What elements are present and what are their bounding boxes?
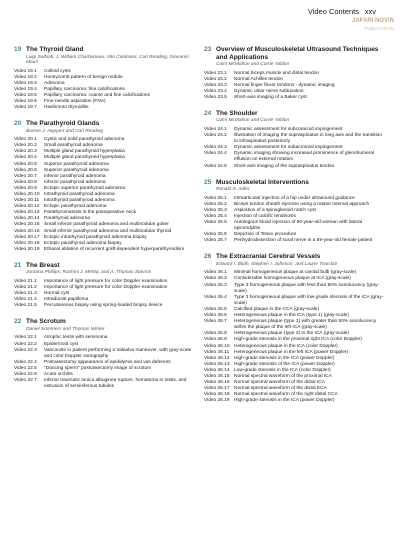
chapter-authors: Colm McMahon and Corrie Yablon xyxy=(216,118,290,124)
video-number: Video 20.7 xyxy=(14,173,37,179)
video-title: "Dancing sperm" postvasectomy image of scrotum xyxy=(44,365,152,371)
chapter-number: 22 xyxy=(14,318,22,326)
video-title: Type 3 homogeneous plaque with less than 50% sonolucency (gray-scale) xyxy=(234,282,380,294)
video-number: Video 26.11 xyxy=(204,349,230,355)
video-title: Intrathyroid parathyroid adenoma xyxy=(44,198,115,204)
right-column xyxy=(204,46,384,413)
video-title: Normal cyst xyxy=(44,291,70,297)
video-number: Video 25.1 xyxy=(204,195,227,201)
page-number: xxv xyxy=(364,7,376,16)
video-title: Multiple gland parathyroid hyperplasia xyxy=(44,155,125,161)
video-number: Video 26.6 xyxy=(204,313,227,319)
video-number: Video 20.5 xyxy=(14,161,37,167)
video-number: Video 19.5 xyxy=(14,92,37,98)
video-title: High-grade stenosis in the ICA (power Doppler) xyxy=(234,355,335,361)
video-title: Normal spectral waveform of the distal ECA xyxy=(234,386,327,392)
video-number: Video 22.7 xyxy=(14,378,37,384)
chapter-number: 23 xyxy=(204,46,212,53)
video-title: Heterogeneous plaque in the ICA (type 1) (gray-scale) xyxy=(234,313,349,319)
chapter-heading xyxy=(14,46,194,54)
video-number: Video 20.8 xyxy=(14,179,37,185)
video-title: Superior parathyroid adenoma xyxy=(44,167,109,173)
video-entry[interactable] xyxy=(204,133,384,145)
chapter-title: The Extracranial Cerebral Vessels xyxy=(216,253,321,261)
chapter-authors: Luigi Solbiati, J. William Charboneau, Vito Cantisani, Carl Reading, Giovanni Mauri xyxy=(26,54,189,65)
video-number: Video 24.3 xyxy=(204,145,227,151)
video-entry[interactable] xyxy=(204,95,384,101)
video-title: Cystic and solid parathyroid adenoma xyxy=(44,137,125,143)
chapter-number: 25 xyxy=(204,178,212,186)
video-title: Atrophic testis with seminoma xyxy=(44,335,108,341)
video-number: Video 23.5 xyxy=(204,94,227,100)
video-number: Video 24.2 xyxy=(204,133,227,139)
watermark-line-1: JAFARI NOVIN xyxy=(351,18,394,24)
video-number: Video 20.3 xyxy=(14,149,37,155)
chapter-title: Musculoskeletal Interventions xyxy=(216,178,309,186)
video-number: Video 20.2 xyxy=(14,143,37,149)
video-title: Ectopic superior parathyroid adenoma xyxy=(44,185,126,191)
video-title: Normal finger flexor tendons - dynamic imaging xyxy=(234,82,335,88)
chapter-heading xyxy=(14,318,194,326)
video-title: Papillary carcinoma: fine calcifications xyxy=(44,86,125,92)
video-title: Hashimoto thyroiditis xyxy=(44,105,89,111)
video-entry[interactable] xyxy=(14,247,194,253)
video-number: Video 22.4 xyxy=(14,359,37,365)
video-entry[interactable] xyxy=(14,105,194,111)
video-title: Parathyromatosis in the postoperative neck xyxy=(44,210,136,216)
video-number: Video 21.5 xyxy=(14,303,37,309)
video-title: Honeycomb pattern of benign nodule xyxy=(44,74,123,80)
video-title: Aspiration of a spinoglenoid notch cyst xyxy=(234,207,316,213)
video-title: Importance of light pressure for color Doppler examination xyxy=(44,285,168,291)
video-number: Video 23.2 xyxy=(204,76,227,82)
video-number: Video 26.8 xyxy=(204,331,227,337)
video-number: Video 26.17 xyxy=(204,386,230,392)
video-number: Video 20.10 xyxy=(14,192,40,197)
video-entry[interactable] xyxy=(14,378,194,390)
chapter-number: 21 xyxy=(14,261,22,269)
chapter-section xyxy=(204,110,384,170)
video-title: Papillary carcinoma: coarse and fine calcifications xyxy=(44,92,150,98)
video-number: Video 21.4 xyxy=(14,297,37,303)
video-entry[interactable] xyxy=(14,348,194,360)
video-title: Depiction of Tenex procedure xyxy=(234,232,297,238)
video-number: Video 26.12 xyxy=(204,355,230,361)
video-number: Video 25.7 xyxy=(204,238,227,244)
video-number: Video 20.18 xyxy=(14,240,40,246)
video-number: Video 19.2 xyxy=(14,74,37,80)
video-number: Video 20.9 xyxy=(14,185,37,191)
video-number: Video 21.2 xyxy=(14,285,37,291)
video-title: Superior parathyroid adenoma xyxy=(44,161,109,167)
chapter-title: The Scrotum xyxy=(26,318,66,326)
video-number: Video 21.3 xyxy=(14,291,37,297)
video-number: Video 20.12 xyxy=(14,204,40,210)
video-title: Normal spectral waveform of the distal ICA xyxy=(234,380,325,386)
video-number: Video 26.4 xyxy=(204,294,227,300)
video-title: Multiple gland parathyroid hyperplasia xyxy=(44,149,125,155)
video-number: Video 24.1 xyxy=(204,126,227,132)
chapter-number: 24 xyxy=(204,109,212,117)
video-title: Heterogeneous plaque in the left ICA (power Doppler) xyxy=(234,349,349,355)
video-number: Video 20.4 xyxy=(14,155,37,161)
video-entry[interactable] xyxy=(204,220,384,232)
chapter-title: The Shoulder xyxy=(216,109,258,117)
video-number: Video 25.2 xyxy=(204,201,227,207)
video-entry[interactable] xyxy=(204,164,384,170)
video-number: Video 26.9 xyxy=(204,337,227,343)
video-entry[interactable] xyxy=(14,303,194,309)
video-number: Video 25.3 xyxy=(204,207,227,213)
video-title: Ectopic parathyroid adenoma biopsy xyxy=(44,240,122,246)
video-title: Normal spectral waveform of the proximal ICA xyxy=(234,373,332,379)
video-number: Video 22.1 xyxy=(14,335,37,341)
chapter-section xyxy=(204,46,384,101)
chapter-heading xyxy=(204,110,384,118)
chapter-section xyxy=(14,262,194,309)
chapter-section xyxy=(204,253,384,404)
video-number: Video 26.13 xyxy=(204,361,230,367)
video-number: Video 26.10 xyxy=(204,343,230,349)
video-title: Postvasectomy appearance of epididymis and vas deferens xyxy=(44,359,171,365)
video-title: Dynamic assessment for subacromial impingement xyxy=(234,145,343,151)
chapter-section xyxy=(14,46,194,111)
video-title: Intraductal papilloma xyxy=(44,297,89,303)
video-number: Video 23.4 xyxy=(204,88,227,94)
video-number: Video 20.14 xyxy=(14,216,40,222)
video-title: Dynamic imaging showing increased prominence of glenohumeral effusion on external rotation xyxy=(234,151,374,163)
video-title: Normal spectral waveform of the right distal CCA xyxy=(234,392,338,398)
video-number: Video 20.11 xyxy=(14,198,40,204)
video-number: Video 19.4 xyxy=(14,86,37,92)
video-number: Video 26.5 xyxy=(204,306,227,312)
video-title: Low-grade stenosis in the ICA (color Doppler) xyxy=(234,367,331,373)
video-title: Percutaneous biopsy using spring-loaded biopsy device xyxy=(44,303,163,309)
video-number: Video 20.13 xyxy=(14,210,40,216)
video-number: Video 19.3 xyxy=(14,80,37,86)
video-number: Video 26.1 xyxy=(204,270,227,276)
video-number: Video 25.5 xyxy=(204,220,227,225)
chapter-authors: Colm McMahon and Corrie Yablon xyxy=(216,62,290,67)
video-title: Calcified plaque in the CCA (gray-scale) xyxy=(234,306,320,312)
chapter-heading xyxy=(14,262,194,270)
video-title: Acute orchitis xyxy=(44,371,73,377)
video-title: Autologous blood injection of 50-year-old woman with lateral epicondylitis xyxy=(234,220,362,232)
video-title: Perihydrodissection of sural nerve in a 59-year-old female patient xyxy=(234,238,373,244)
video-entry[interactable] xyxy=(204,283,384,295)
video-number: Video 20.6 xyxy=(14,167,37,173)
video-number: Video 20.15 xyxy=(14,222,40,228)
video-title: Biceps tendon sheath injection using a rotator interval approach xyxy=(234,201,370,207)
video-title: Importance of light pressure for color Doppler examination xyxy=(44,278,168,284)
video-title: Parathyroid adenoma xyxy=(44,216,90,222)
video-title: Adenoma xyxy=(44,80,65,86)
chapter-authors: Edward I. Bluth, Stephen I. Johnson, and Laurie Troxclair xyxy=(216,261,338,267)
video-number: Video 22.2 xyxy=(14,341,37,347)
video-number: Video 23.3 xyxy=(204,82,227,88)
video-number: Video 20.19 xyxy=(14,246,40,252)
video-number: Video 22.3 xyxy=(14,347,37,353)
chapter-heading xyxy=(204,46,384,61)
video-title: Ectopic intrathyroid parathyroid adenoma biopsy xyxy=(44,234,147,240)
watermark-line-2: PUBLICATION xyxy=(364,26,394,31)
video-title: Epidermoid cyst xyxy=(44,341,79,347)
video-number: Video 26.14 xyxy=(204,367,230,373)
video-title: High-grade stenosis in the ICA (power Doppler) xyxy=(234,398,335,404)
video-entry[interactable] xyxy=(204,238,384,244)
chapter-heading xyxy=(204,179,384,187)
video-number: Video 22.6 xyxy=(14,371,37,377)
chapter-authors: Bonnie J. Huppert and Carl Reading xyxy=(26,128,104,134)
video-number: Video 25.6 xyxy=(204,232,227,238)
video-title: Small inferior parathyroid adenoma and multinodular goiter xyxy=(44,222,169,228)
chapter-number: 26 xyxy=(204,253,212,261)
video-title: Intraarticular injection of a hip under ultrasound guidance xyxy=(234,195,355,201)
chapter-number: 19 xyxy=(14,46,22,53)
video-title: Heterogeneous plaque (type 1) with greater than 50% sonolucency within the plaque of the left ICA (gray-scale) xyxy=(234,319,377,331)
video-title: Short-axis imaging of a Baker cyst xyxy=(234,94,307,100)
video-number: Video 19.7 xyxy=(14,105,37,111)
chapter-section xyxy=(14,120,194,253)
video-entry[interactable] xyxy=(204,151,384,163)
video-title: Normal biceps muscle and distal tendon xyxy=(234,70,320,76)
chapter-number: 20 xyxy=(14,120,22,128)
video-number: Video 24.4 xyxy=(204,151,227,157)
video-title: Fine-needle aspiration (FNA) xyxy=(44,98,106,104)
video-title: Small inferior parathyroid adenoma and multinodular thyroid xyxy=(44,228,172,234)
video-title: Dynamic ulnar nerve subluxation xyxy=(234,88,304,94)
chapter-authors: Jordana Phillips, Rashmi J. Mehta, and A. Thomas Stavros xyxy=(26,270,152,276)
video-title: Inferior parathyroid adenoma xyxy=(44,179,106,185)
video-title: Small parathyroid adenoma xyxy=(44,143,103,149)
video-title: Minimal homogeneous plaque at carotid bulb (gray-scale) xyxy=(234,270,357,276)
video-title: Injection of calcific tendinosis xyxy=(234,213,296,219)
chapter-authors: Daniel Sommers and Thomas Winter xyxy=(26,326,105,332)
video-title: Considerable homogeneous plaque at ICA (gray-scale) xyxy=(234,276,351,282)
video-number: Video 19.1 xyxy=(14,68,37,74)
video-number: Video 26.15 xyxy=(204,373,230,379)
video-entry[interactable] xyxy=(204,295,384,307)
video-entry[interactable] xyxy=(204,319,384,331)
video-number: Video 19.6 xyxy=(14,98,37,104)
video-number: Video 22.5 xyxy=(14,365,37,371)
video-number: Video 25.4 xyxy=(204,213,227,219)
chapter-section xyxy=(204,179,384,245)
video-number: Video 21.1 xyxy=(14,278,37,284)
chapter-title: The Parathyroid Glands xyxy=(26,120,100,128)
video-title: Type 3 homogeneous plaque with low-grade stenosis of the ICA (gray-scale) xyxy=(234,294,384,306)
left-column xyxy=(14,46,194,399)
video-number: Video 26.3 xyxy=(204,282,227,288)
chapter-heading xyxy=(14,120,194,128)
video-number: Video 24.5 xyxy=(204,163,227,169)
chapter-authors: Ronald S. Adler xyxy=(216,187,250,193)
video-number: Video 26.2 xyxy=(204,276,227,282)
video-number: Video 20.1 xyxy=(14,137,37,143)
video-title: Heterogeneous plaque (type 2) in the ICA (gray-scale) xyxy=(234,331,349,337)
video-title: Dynamic assessment for subcoracoid impingement xyxy=(234,126,343,132)
video-title: High-grade stenosis of the ICA (power Doppler) xyxy=(234,361,335,367)
running-header-title: Video Contents xyxy=(307,7,359,16)
video-title: Inferior parathyroid adenoma xyxy=(44,173,106,179)
video-title: Ethanol ablation of recurrent graft-dependent hyperparathyroidism xyxy=(44,246,185,252)
video-entry[interactable] xyxy=(204,398,384,404)
video-number: Video 26.19 xyxy=(204,398,230,404)
video-title: Short-axis imaging of the supraspinatus tendon xyxy=(234,163,335,169)
video-title: Illustration of imaging the supraspinatus in long axis and the transition to infraspinatus posteriorly xyxy=(234,133,382,145)
chapter-heading xyxy=(204,253,384,261)
video-title: Ectopic parathyroid adenoma xyxy=(44,204,107,210)
chapter-title: Overview of Musculoskeletal Ultrasound Techniques and Applications xyxy=(216,46,379,61)
publisher-watermark xyxy=(332,18,394,32)
video-title: Inferior traumatic tunica albuginea rupture, hematoma in testis, and extrusion of seminiferous tubules xyxy=(44,378,187,390)
video-number: Video 20.16 xyxy=(14,228,40,234)
video-number: Video 23.1 xyxy=(204,70,227,76)
chapter-title: The Thyroid Gland xyxy=(26,46,84,53)
video-number: Video 26.16 xyxy=(204,380,230,386)
video-title: Varicocele in patient performing a Valsalva maneuver, with gray-scale and color Doppler sonography xyxy=(44,347,192,359)
video-title: Normal Achilles tendon xyxy=(234,76,284,82)
video-title: Intrathyroid parathyroid adenoma xyxy=(44,192,115,197)
chapter-title: The Breast xyxy=(26,261,60,269)
chapter-section xyxy=(14,318,194,390)
video-title: High-grade stenosis in the proximal right ICA (color Doppler) xyxy=(234,337,362,343)
video-number: Video 26.18 xyxy=(204,392,230,398)
video-title: Colloid cysts xyxy=(44,68,71,74)
video-number: Video 20.17 xyxy=(14,234,40,240)
video-title: Heterogeneous plaque in the ICA (color Doppler) xyxy=(234,343,338,349)
video-number: Video 26.7 xyxy=(204,319,227,325)
